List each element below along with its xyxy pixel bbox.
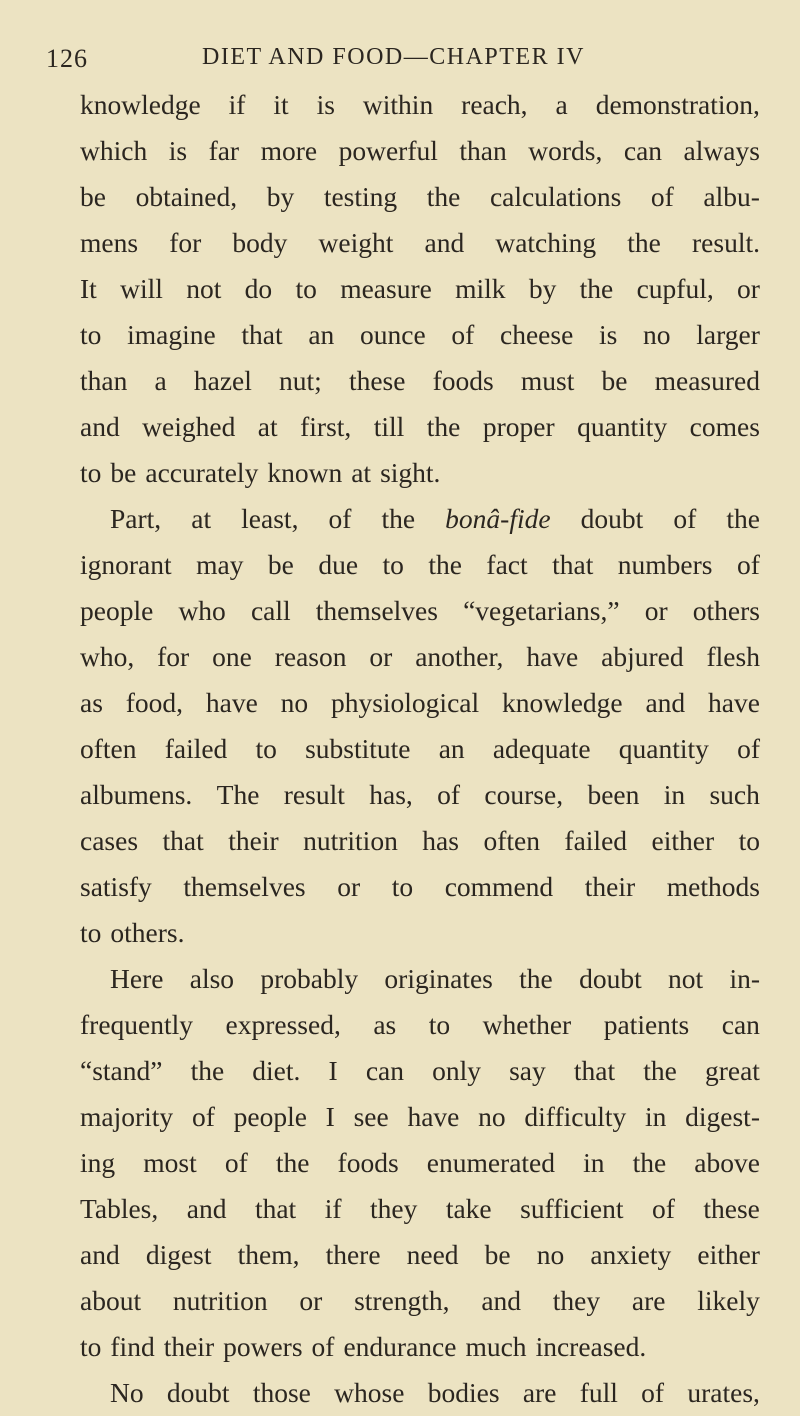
word: have bbox=[205, 687, 258, 718]
word: one bbox=[212, 641, 252, 672]
word: their bbox=[163, 1331, 215, 1362]
word: to bbox=[391, 871, 414, 902]
word: knowledge bbox=[501, 687, 623, 718]
word: the bbox=[627, 227, 661, 258]
word: accurately bbox=[145, 457, 259, 488]
word: often bbox=[483, 825, 540, 856]
word: are bbox=[522, 1377, 557, 1408]
word: at bbox=[191, 503, 212, 534]
word: these bbox=[703, 1193, 760, 1224]
word: often bbox=[80, 733, 137, 764]
word: result bbox=[283, 779, 345, 810]
word: to bbox=[738, 825, 760, 856]
word: measured bbox=[654, 365, 760, 396]
word: anxiety bbox=[590, 1239, 672, 1270]
word: abjured bbox=[601, 641, 684, 672]
word: probably bbox=[260, 963, 359, 994]
word: than bbox=[459, 135, 507, 166]
word: another, bbox=[415, 641, 504, 672]
word: most bbox=[143, 1147, 197, 1178]
word: themselves bbox=[315, 595, 438, 626]
text-line bbox=[80, 82, 760, 128]
word: mens bbox=[80, 227, 139, 258]
word: cheese bbox=[500, 319, 574, 350]
word: till bbox=[373, 411, 405, 442]
word: will bbox=[120, 273, 163, 304]
word: at bbox=[351, 457, 372, 488]
word: and bbox=[186, 1193, 227, 1224]
text-line bbox=[80, 358, 760, 404]
word: to bbox=[80, 319, 102, 350]
word: be bbox=[601, 365, 628, 396]
word: flesh bbox=[706, 641, 760, 672]
word: by bbox=[266, 181, 295, 212]
text-line bbox=[80, 1278, 760, 1324]
text-line bbox=[80, 864, 760, 910]
word: be bbox=[484, 1239, 511, 1270]
word: measure bbox=[340, 273, 432, 304]
word: nut; bbox=[279, 365, 322, 396]
running-head: DIET AND FOOD—CHAPTER IV bbox=[202, 44, 585, 70]
word: take bbox=[445, 1193, 492, 1224]
word: to bbox=[428, 1009, 451, 1040]
word: it bbox=[273, 89, 289, 120]
word: the bbox=[519, 963, 553, 994]
word: either bbox=[651, 825, 715, 856]
text-line bbox=[80, 220, 760, 266]
word: fact bbox=[486, 549, 528, 580]
word: bonâ-fide bbox=[445, 503, 551, 534]
word: in bbox=[583, 1147, 605, 1178]
word: knowledge bbox=[80, 89, 201, 120]
word: say bbox=[509, 1055, 546, 1086]
word: have bbox=[708, 687, 760, 718]
word: be bbox=[80, 181, 106, 212]
text-line bbox=[80, 266, 760, 312]
word: and bbox=[80, 1239, 120, 1270]
word: by bbox=[528, 273, 557, 304]
word: of bbox=[736, 549, 760, 580]
word: these bbox=[348, 365, 406, 396]
word: ounce bbox=[360, 319, 426, 350]
word: and bbox=[645, 687, 686, 718]
word: milk bbox=[455, 273, 506, 304]
word: that bbox=[254, 1193, 297, 1224]
text-line bbox=[80, 1048, 760, 1094]
text-line bbox=[80, 496, 760, 542]
text-line bbox=[80, 1140, 760, 1186]
word: bodies bbox=[427, 1377, 500, 1408]
word: difficulty bbox=[524, 1101, 627, 1132]
word: them, bbox=[237, 1239, 300, 1270]
word: an bbox=[308, 319, 335, 350]
word: find bbox=[110, 1331, 155, 1362]
word: the bbox=[190, 1055, 225, 1086]
word: watching bbox=[495, 227, 597, 258]
text-line bbox=[80, 1094, 760, 1140]
word: failed bbox=[164, 733, 228, 764]
word: for bbox=[169, 227, 202, 258]
word: substitute bbox=[305, 733, 411, 764]
word: the bbox=[579, 273, 614, 304]
word: if bbox=[324, 1193, 342, 1224]
word: that bbox=[573, 1055, 616, 1086]
word: powerful bbox=[338, 135, 438, 166]
word: be bbox=[110, 457, 137, 488]
word: or bbox=[299, 1285, 323, 1316]
word: no bbox=[280, 687, 309, 718]
text-line bbox=[80, 542, 760, 588]
word: be bbox=[267, 549, 294, 580]
word: far bbox=[208, 135, 240, 166]
word: of bbox=[651, 1193, 675, 1224]
text-line bbox=[80, 726, 760, 772]
word: who, bbox=[80, 641, 135, 672]
word: patients bbox=[603, 1009, 690, 1040]
word: reach, bbox=[461, 89, 528, 120]
text-line bbox=[80, 772, 760, 818]
word: calculations bbox=[489, 181, 622, 212]
word: likely bbox=[697, 1285, 760, 1316]
word: strength, bbox=[354, 1285, 450, 1316]
word: above bbox=[694, 1147, 760, 1178]
word: due bbox=[318, 549, 359, 580]
word: others bbox=[692, 595, 760, 626]
word: and bbox=[80, 411, 120, 442]
word: ignorant bbox=[80, 549, 172, 580]
word: been bbox=[587, 779, 640, 810]
word: there bbox=[325, 1239, 381, 1270]
word: more bbox=[260, 135, 318, 166]
word: of bbox=[437, 779, 461, 810]
word: of bbox=[224, 1147, 248, 1178]
word: to bbox=[80, 457, 102, 488]
word: the bbox=[643, 1055, 677, 1086]
word: the bbox=[428, 549, 462, 580]
word: It bbox=[80, 273, 97, 304]
word: hazel bbox=[193, 365, 252, 396]
word: as bbox=[373, 1009, 397, 1040]
word: full bbox=[579, 1377, 618, 1408]
text-line bbox=[80, 450, 760, 496]
word: first, bbox=[300, 411, 352, 442]
word: is bbox=[168, 135, 188, 166]
word: obtained, bbox=[135, 181, 238, 212]
word: the bbox=[632, 1147, 667, 1178]
word: “stand” bbox=[80, 1055, 163, 1086]
word: body bbox=[232, 227, 288, 258]
word: to bbox=[382, 549, 404, 580]
text-line bbox=[80, 1186, 760, 1232]
word: to bbox=[295, 273, 317, 304]
word: originates bbox=[384, 963, 493, 994]
text-line bbox=[80, 1002, 760, 1048]
word: Part, bbox=[110, 503, 162, 534]
word: course, bbox=[484, 779, 564, 810]
text-line bbox=[80, 634, 760, 680]
word: testing bbox=[323, 181, 398, 212]
word: or bbox=[737, 273, 760, 304]
word: satisfy bbox=[80, 871, 152, 902]
text-line bbox=[80, 1324, 760, 1370]
word: the bbox=[275, 1147, 310, 1178]
text-line bbox=[80, 312, 760, 358]
word: within bbox=[362, 89, 434, 120]
word: albumens. bbox=[80, 779, 193, 810]
word: numbers bbox=[617, 549, 713, 580]
word: who bbox=[178, 595, 226, 626]
word: the bbox=[726, 503, 760, 534]
word: albu- bbox=[703, 181, 760, 212]
word: others. bbox=[110, 917, 185, 948]
word: weight bbox=[318, 227, 394, 258]
word: cases bbox=[80, 825, 139, 856]
word: diet. bbox=[252, 1055, 301, 1086]
text-line bbox=[80, 128, 760, 174]
word: known bbox=[267, 457, 343, 488]
word: a bbox=[555, 89, 568, 120]
word: no bbox=[536, 1239, 565, 1270]
word: cupful, bbox=[636, 273, 714, 304]
word: is bbox=[599, 319, 618, 350]
word: they bbox=[552, 1285, 601, 1316]
word: doubt bbox=[580, 503, 644, 534]
word: of bbox=[673, 503, 697, 534]
word: as bbox=[80, 687, 103, 718]
word: commend bbox=[444, 871, 554, 902]
word: “vegetarians,” bbox=[463, 595, 620, 626]
word: digest bbox=[145, 1239, 212, 1270]
word: their bbox=[584, 871, 636, 902]
word: majority bbox=[80, 1101, 174, 1132]
word: not bbox=[668, 963, 704, 994]
word: weighed bbox=[142, 411, 236, 442]
word: The bbox=[216, 779, 260, 810]
word: imagine bbox=[127, 319, 216, 350]
word: an bbox=[438, 733, 465, 764]
word: if bbox=[228, 89, 246, 120]
word: for bbox=[157, 641, 190, 672]
word: least, bbox=[241, 503, 299, 534]
word: nutrition bbox=[172, 1285, 268, 1316]
word: a bbox=[154, 365, 167, 396]
text-line bbox=[80, 1370, 760, 1416]
word: enumerated bbox=[426, 1147, 556, 1178]
word: in bbox=[663, 779, 686, 810]
text-line bbox=[80, 404, 760, 450]
word: is bbox=[316, 89, 335, 120]
word: of bbox=[650, 181, 674, 212]
word: people bbox=[233, 1101, 307, 1132]
word: quantity bbox=[618, 733, 709, 764]
word: frequently bbox=[80, 1009, 194, 1040]
word: proper bbox=[482, 411, 555, 442]
word: foods bbox=[337, 1147, 399, 1178]
word: to bbox=[80, 917, 102, 948]
word: much bbox=[465, 1331, 527, 1362]
word: physiological bbox=[330, 687, 480, 718]
word: and bbox=[481, 1285, 522, 1316]
word: of bbox=[737, 733, 760, 764]
word: have bbox=[407, 1101, 460, 1132]
word: their bbox=[228, 825, 279, 856]
word: food, bbox=[125, 687, 184, 718]
word: at bbox=[257, 411, 278, 442]
word: those bbox=[252, 1377, 311, 1408]
word: see bbox=[353, 1101, 389, 1132]
word: sufficient bbox=[520, 1193, 624, 1224]
word: are bbox=[631, 1285, 666, 1316]
word: doubt bbox=[579, 963, 642, 994]
word: whether bbox=[482, 1009, 572, 1040]
page-number: 126 bbox=[46, 44, 88, 73]
word: that bbox=[552, 549, 594, 580]
word: themselves bbox=[183, 871, 306, 902]
word: of bbox=[191, 1101, 215, 1132]
word: nutrition bbox=[303, 825, 398, 856]
word: have bbox=[526, 641, 579, 672]
word: may bbox=[196, 549, 244, 580]
word: or bbox=[337, 871, 361, 902]
word: ing bbox=[80, 1147, 116, 1178]
word: of bbox=[311, 1331, 335, 1362]
word: the bbox=[426, 411, 461, 442]
word: also bbox=[189, 963, 235, 994]
word: can bbox=[721, 1009, 760, 1040]
word: call bbox=[250, 595, 291, 626]
word: always bbox=[683, 135, 760, 166]
word: whose bbox=[334, 1377, 405, 1408]
word: in- bbox=[729, 963, 760, 994]
word: Here bbox=[110, 963, 164, 994]
word: about bbox=[80, 1285, 142, 1316]
word: great bbox=[704, 1055, 760, 1086]
word: of bbox=[451, 319, 475, 350]
word: larger bbox=[696, 319, 760, 350]
text-line bbox=[80, 956, 760, 1002]
word: the bbox=[426, 181, 461, 212]
word: quantity bbox=[577, 411, 668, 442]
word: increased. bbox=[535, 1331, 647, 1362]
text-line bbox=[80, 1232, 760, 1278]
word: they bbox=[369, 1193, 418, 1224]
page-header bbox=[46, 44, 756, 80]
word: such bbox=[709, 779, 760, 810]
word: powers bbox=[223, 1331, 303, 1362]
word: doubt bbox=[166, 1377, 230, 1408]
word: result. bbox=[692, 227, 760, 258]
word: must bbox=[520, 365, 575, 396]
word: foods bbox=[432, 365, 494, 396]
word: can bbox=[623, 135, 663, 166]
word: that bbox=[162, 825, 204, 856]
word: people bbox=[80, 595, 154, 626]
word: of bbox=[328, 503, 352, 534]
word: or bbox=[644, 595, 668, 626]
word: only bbox=[432, 1055, 481, 1086]
text-line bbox=[80, 174, 760, 220]
text-line bbox=[80, 680, 760, 726]
word: digest- bbox=[685, 1101, 760, 1132]
word: no bbox=[643, 319, 671, 350]
word: endurance bbox=[343, 1331, 457, 1362]
word: I bbox=[325, 1101, 335, 1132]
word: No bbox=[110, 1377, 144, 1408]
word: adequate bbox=[492, 733, 591, 764]
word: do bbox=[244, 273, 273, 304]
word: has, bbox=[369, 779, 413, 810]
word: failed bbox=[564, 825, 628, 856]
word: need bbox=[406, 1239, 459, 1270]
word: in bbox=[644, 1101, 667, 1132]
word: no bbox=[478, 1101, 506, 1132]
word: not bbox=[186, 273, 222, 304]
word: of bbox=[641, 1377, 665, 1408]
body-text bbox=[80, 82, 760, 1416]
word: methods bbox=[666, 871, 760, 902]
word: either bbox=[697, 1239, 760, 1270]
text-line bbox=[80, 818, 760, 864]
word: demonstration, bbox=[595, 89, 760, 120]
word: to bbox=[80, 1331, 102, 1362]
word: or bbox=[369, 641, 393, 672]
word: I bbox=[328, 1055, 338, 1086]
word: than bbox=[80, 365, 128, 396]
word: that bbox=[241, 319, 283, 350]
word: reason bbox=[274, 641, 347, 672]
word: to bbox=[255, 733, 277, 764]
word: expressed, bbox=[225, 1009, 341, 1040]
word: Tables, bbox=[80, 1193, 159, 1224]
word: words, bbox=[528, 135, 603, 166]
word: can bbox=[365, 1055, 404, 1086]
word: which bbox=[80, 135, 148, 166]
word: and bbox=[424, 227, 465, 258]
word: sight. bbox=[380, 457, 441, 488]
word: has bbox=[422, 825, 459, 856]
word: urates, bbox=[687, 1377, 760, 1408]
word: the bbox=[381, 503, 416, 534]
text-line bbox=[80, 588, 760, 634]
word: comes bbox=[689, 411, 760, 442]
text-line bbox=[80, 910, 760, 956]
